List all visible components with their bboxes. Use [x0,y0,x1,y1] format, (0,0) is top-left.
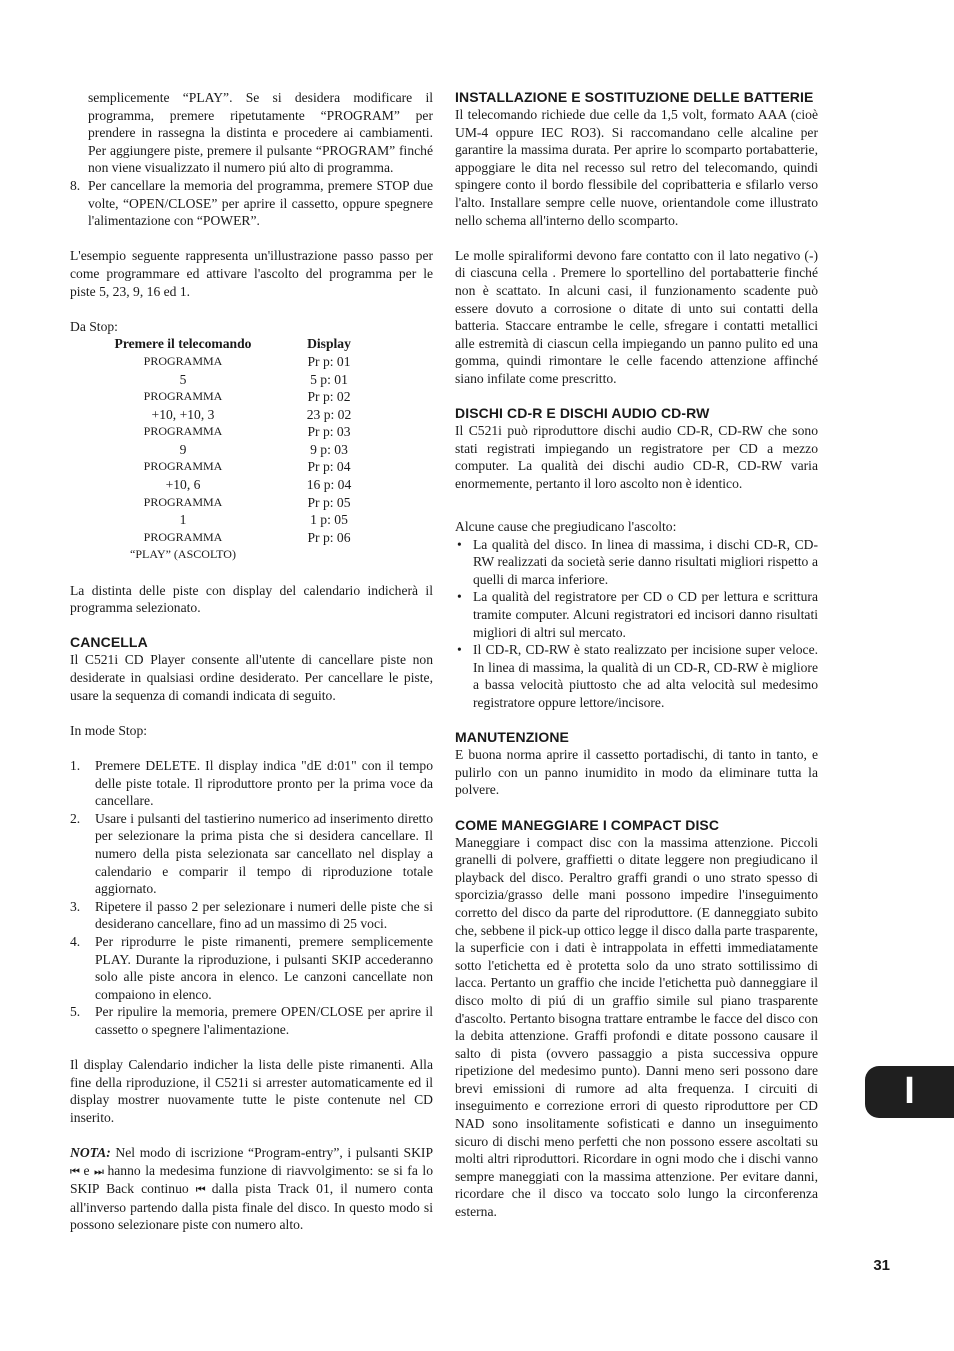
list-item [70,757,433,810]
skip-back-icon: ⏮ [195,1183,205,1197]
da-stop-label: Da Stop: [70,318,118,334]
nota-text: e [78,1162,95,1178]
list-item [455,641,818,711]
bullet-icon: • [457,536,462,552]
compact-disc-heading: COME MANEGGIARE I COMPACT DISC [455,816,720,833]
table-row [98,441,364,459]
calendario-paragraph: Il display Calendario indicher la lista delle piste rimanenti. Alla fine della riproduzione, il C521i si arrester automaticamente ed il display mostrer nuovamente tutte le piste contenute nel CD inserito. [70,1057,433,1125]
list-item-text: Per cancellare la memoria del programma, premere STOP due volte, “OPEN/CLOSE” per aprire il cassetto, oppure spegnere l'alimentazione con “POWER”. [88,177,433,229]
cause-intro: Alcune cause che pregiudicano l'ascolto: [455,519,677,535]
table-cell: Pr p: 05 [307,494,351,510]
list-item [455,536,818,589]
table-row [98,406,364,424]
table-cell [268,546,364,564]
table-cell: PROGRAMMA [143,353,223,368]
list-item [70,810,433,898]
cdr-paragraph: Il C521i può riproduttore dischi audio CD-R, CD-RW che sono stati registrati impiegando un registratore per CD a mezzo computer. La qualità dei dischi audio CD-R, CD-RW varia enormemente, pertanto il loro ascolto non è identico. [455,423,818,491]
table-row [98,511,364,529]
table-header-display: Display [307,336,351,352]
table-cell: +10, +10, 3 [151,406,215,422]
language-tab [865,1066,954,1118]
table-cell: PROGRAMMA [143,424,223,439]
skip-forward-icon: ⏭ [94,1164,103,1178]
list-item-text: Ripetere il passo 2 per selezionare i numeri delle piste che si desiderano cancellare, fino ad un massimo di 25 voci. [95,898,433,932]
cancella-heading: CANCELLA [70,634,148,651]
table-header-remote: Premere il telecomando [114,336,252,352]
table-cell: PROGRAMMA [143,529,223,544]
nota-text: Nel modo di iscrizione “Program-entry”, i pulsanti SKIP [110,1145,433,1161]
cancella-paragraph: Il C521i CD Player consente all'utente di cancellare piste non desiderate in qualsiasi ordine desiderato. Per cancellare le piste, usare la sequenza di comandi indicata di seguito. [70,652,433,703]
list-number: 8. [70,177,81,193]
nota-paragraph [70,1144,433,1234]
program-table [98,335,364,564]
table-cell: 5 p: 01 [310,371,348,387]
right-column [455,89,818,1221]
batterie-paragraph-2: Le molle spiraliformi devono fare contatto con il lato negativo (-) di ciascuna cella . Premere lo sportellino del portabatterie finché non è scattato. In alcuni casi, il funzionamento scadente può essere dovuto a corrosione o ditate di unto sui contatti della batteria. Staccare entrambe le celle, sfregare i contatti metallici alle estremità di ciascun cella impiegando un panno pulito ed una gomma, quindi rimontare le celle facendo attenzione affinché siano infilate come prescritto. [455,247,818,386]
manutenzione-paragraph: E buona norma aprire il cassetto portadischi, di tanto in tanto, e pulirlo con un panno inumidito in modo da eliminare tutta la polvere. [455,747,818,798]
table-header-row [98,335,364,353]
table-cell: 23 p: 02 [306,406,352,422]
list-item [455,588,818,641]
table-cell: Pr p: 06 [307,529,351,545]
bullet-icon: • [457,589,462,605]
manutenzione-heading: MANUTENZIONE [455,729,569,746]
table-cell: 1 p: 05 [310,512,348,528]
table-cell: +10, 6 [165,477,201,493]
table-cell: 9 p: 03 [310,441,348,457]
list-item [70,1003,433,1038]
table-cell: PROGRAMMA [143,494,223,509]
table-cell: Pr p: 02 [307,389,351,405]
table-row [98,546,364,564]
table-row [98,423,364,441]
list-number: 2. [70,810,81,826]
bullet-icon: • [457,642,462,658]
table-cell: 1 [179,512,187,528]
list-number: 1. [70,757,81,773]
mode-stop-label: In mode Stop: [70,722,148,738]
table-row [98,371,364,389]
list-number: 4. [70,933,81,949]
list-number: 5. [70,1004,81,1020]
list-item-text: Per ripulire la memoria, premere OPEN/CLOSE per aprire il cassetto o spegnere l'alimentazione. [95,1004,433,1037]
nota-text: dalla pista Track 01, il numero conta all'inverso partendo dalla pista finale del disco. In questo modo si possono selezionare piste con numero alto. [70,1181,433,1233]
distinta-paragraph: La distinta delle piste con display del calendario indicherà il programma selezionato. [70,582,433,616]
table-row [98,388,364,406]
list-item-text: Per riprodurre le piste rimanenti, premere semplicemente PLAY. Durante la riproduzione, i pulsanti SKIP accederanno solo alle piste ancora in elenco. Le canzoni cancellate non compaiono in elenco. [95,933,433,1002]
language-tab-letter: I [904,1070,915,1113]
list-item-8 [70,177,433,230]
table-cell: Pr p: 03 [307,424,351,440]
example-paragraph: L'esempio seguente rappresenta un'illustrazione passo passo per come programmare ed attivare l'ascolto del programma per le piste 5, 23, 9, 16 ed 1. [70,248,433,299]
table-cell: 9 [179,441,187,457]
table-cell: “PLAY” (ASCOLTO) [130,547,236,562]
table-cell: 16 p: 04 [306,477,352,493]
table-cell: 5 [179,371,187,387]
batterie-heading: INSTALLAZIONE E SOSTITUZIONE DELLE BATTERIE [455,89,814,105]
list-item-text: Usare i pulsanti del tastierino numerico ad inserimento diretto per selezionare la prima pista che si desidera cancellare. Il numero della pista selezionata sar cancellato nel display a calendario e comparir il tempo di riproduzione totale aggiornato. [95,810,433,897]
table-cell: PROGRAMMA [143,459,223,474]
table-cell: Pr p: 01 [307,353,351,369]
list-item-text: Il CD-R, CD-RW è stato realizzato per incisione super veloce. In linea di massima, la qualità di un CD-R, CD-RW è migliore a bassa velocità piuttosto che ad alta velocità sul medesimo registratore oppure lettore/incisore. [473,642,818,710]
nota-text: hanno la medesima funzione di riavvolgimento: se si fa lo SKIP Back continuo [70,1162,433,1197]
program-intro-continued: semplicemente “PLAY”. Se si desidera modificare il programma, premere ripetutamente “PROGRAM” per prendere in rassegna la distinta e procedere ai cambiamenti. Per aggiungere piste, premere il pulsante “PROGRAM” finché non viene visualizzato il numero piú alto di programma. [88,90,433,176]
list-item [70,933,433,1003]
table-row [98,476,364,494]
cdr-heading: DISCHI CD-R E DISCHI AUDIO CD-RW [455,405,710,422]
table-row [98,494,364,512]
list-item [70,898,433,933]
table-cell: Pr p: 04 [307,459,351,475]
batterie-paragraph: Il telecomando richiede due celle da 1,5 volt, formato AAA (cioè UM-4 oppure IEC RO3). Si raccomandano celle alcaline per garantire la massima durata. Per aprire lo scomparto portabatterie, appoggiare le dita nel recesso sul retro del telecomando, quindi spingere conto il bordo flessibile del copribatteria e sfilarlo verso l'alto. Installare sempre celle nuove, orientandole come illustrato nello schema all'interno dello scomparto. [455,107,818,228]
left-column [70,89,433,1234]
list-item-text: Premere DELETE. Il display indica "dE d:01" con il tempo delle piste totale. Il riproduttore pronto per la prima voce da cancellare. [95,757,433,809]
table-row [98,458,364,476]
page-number: 31 [873,1257,890,1274]
table-row [98,529,364,547]
list-item-text: La qualità del disco. In linea di massima, i dischi CD-R, CD-RW realizzati da società serie danno risultati migliori rispetto a quelli di marca inferiore. [473,536,818,587]
list-number: 3. [70,898,81,914]
table-row [98,353,364,371]
table-cell: PROGRAMMA [143,389,223,404]
compact-disc-paragraph: Maneggiare i compact disc con la massima attenzione. Piccoli granelli di polvere, graffietti o ditate leggere non pregiudicano il playback del disco. Peraltro graffi grandi o uno strato spesso di sporcizia/grasso delle mani possono impedire l'inseguimento corretto del disco da parte del riproduttore. (E danneggiato subito che, sebbene il pick-up ottico legge il disco dalla parte trasparente, la superficie con i dati è intrappolata in effetti immediatamente sotto l'etichetta ed è protetta solo da uno strato sottilissimo di lacca. Pertanto un graffio che incide l'etichetta può danneggiare il disco molto di piú di un graffio simile sul piano trasparente d'ascolto. Pertanto bisogna trattare entrambe le facce del disco con la debita attenzione. Graffi profondi e ditate possono causare il salto di pista (ovvero passaggio a pista successiva oppure ripetizione del medesimo punto). Danni meno seri possono dare brevi emissioni di rumore ad alta frequenza. I circuiti di inseguimento e correzione errori di questo riproduttore per CD NAD sono insolitamente sofisticati e danno un inseguimento sicuro di dischi meno perfetti che non possono essere ascoltati su molti altri riproduttori. Ricordare in ogni modo che i dischi vanno sempre maneggiati con la massima attenzione. Per evitare danni, ricordare che il disco va toccato solo lungo la circonferenza esterna. [455,834,818,1220]
list-item-text: La qualità del registratore per CD o CD per lettura e scrittura tramite computer. Alcuni registratori ed incisori danno risultati migliori di altri sul mercato. [473,589,818,640]
skip-back-icon: ⏮ [70,1164,79,1178]
nota-label: NOTA: [70,1145,111,1161]
